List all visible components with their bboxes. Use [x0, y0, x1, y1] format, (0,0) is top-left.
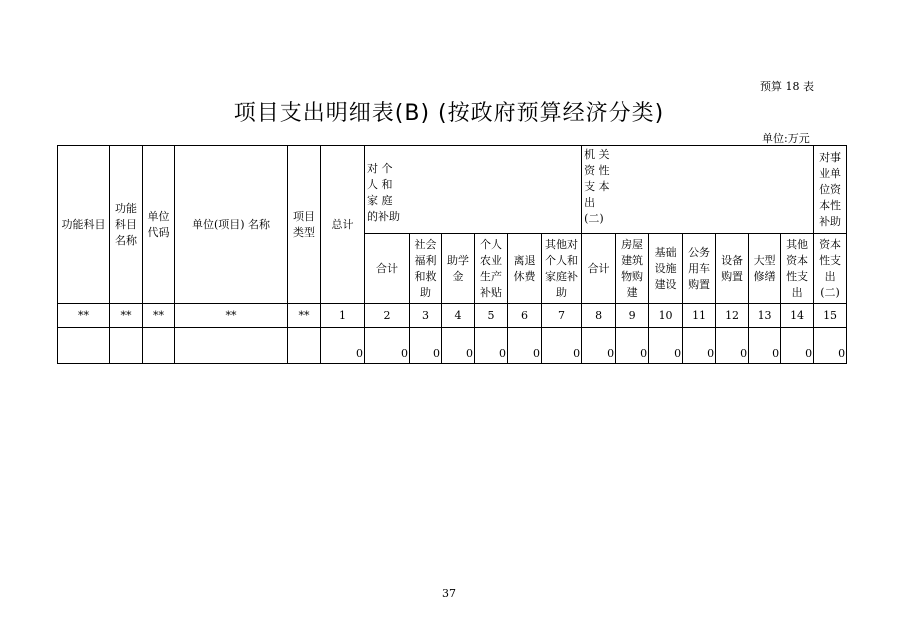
code-cell: 12 [716, 304, 749, 328]
header-func-subject: 功能科目 [58, 146, 110, 304]
code-cell: 8 [582, 304, 616, 328]
header-group-personal-text: 对 个 人 和 家 庭 的补助 [367, 162, 400, 223]
data-cell [143, 328, 175, 364]
code-row [58, 304, 847, 328]
header-func-subject-name: 功能科目名称 [110, 146, 143, 304]
header-group-personal [365, 146, 582, 234]
header-sub-11: 大型修缮 [749, 234, 781, 304]
data-cell: 0 [475, 328, 508, 364]
header-sub-6: 合计 [582, 234, 616, 304]
data-cell: 0 [582, 328, 616, 364]
form-number: 预算 18 表 [760, 80, 814, 93]
code-cell: 3 [410, 304, 442, 328]
code-cell: 11 [683, 304, 716, 328]
header-sub-10: 设备购置 [716, 234, 749, 304]
data-cell: 0 [508, 328, 542, 364]
header-row-top [58, 146, 847, 234]
code-cell: 14 [781, 304, 814, 328]
data-cell: 0 [616, 328, 649, 364]
header-sub-8: 基础设施建设 [649, 234, 683, 304]
data-cell: 0 [649, 328, 683, 364]
data-cell: 0 [749, 328, 781, 364]
data-cell: 0 [781, 328, 814, 364]
data-cell: 0 [442, 328, 475, 364]
code-cell: ** [143, 304, 175, 328]
header-group-capital-text: 机 关 资 性 支 本 出(二) [584, 148, 610, 225]
header-sub-1: 社会福利和救助 [410, 234, 442, 304]
code-cell: 5 [475, 304, 508, 328]
code-cell: 13 [749, 304, 781, 328]
header-sub-3: 个人农业生产补贴 [475, 234, 508, 304]
header-group-enterprise: 对事业单位资本性补助 [814, 146, 847, 234]
header-sub-0: 合计 [365, 234, 410, 304]
code-cell: ** [58, 304, 110, 328]
data-cell: 0 [410, 328, 442, 364]
data-cell [58, 328, 110, 364]
expenditure-table [57, 145, 847, 364]
code-cell: 15 [814, 304, 847, 328]
header-unit-code: 单位代码 [143, 146, 175, 304]
data-cell [175, 328, 288, 364]
data-cell: 0 [365, 328, 410, 364]
header-sub-12: 其他资本性支出 [781, 234, 814, 304]
header-sub-7: 房屋建筑物购建 [616, 234, 649, 304]
data-cell: 0 [683, 328, 716, 364]
code-cell: ** [175, 304, 288, 328]
unit-label: 单位:万元 [762, 132, 810, 145]
page-title: 项目支出明细表(B) (按政府预算经济分类) [233, 101, 665, 126]
header-total: 总计 [321, 146, 365, 304]
code-cell: ** [110, 304, 143, 328]
code-cell: 2 [365, 304, 410, 328]
code-cell: 9 [616, 304, 649, 328]
code-cell: 10 [649, 304, 683, 328]
header-unit-name: 单位(项目) 名称 [175, 146, 288, 304]
code-cell: 7 [542, 304, 582, 328]
data-cell [288, 328, 321, 364]
data-cell [110, 328, 143, 364]
data-cell: 0 [321, 328, 365, 364]
header-sub-9: 公务用车购置 [683, 234, 716, 304]
data-cell: 0 [814, 328, 847, 364]
code-cell: ** [288, 304, 321, 328]
header-project-type: 项目类型 [288, 146, 321, 304]
data-cell: 0 [716, 328, 749, 364]
data-row [58, 328, 847, 364]
header-sub-2: 助学金 [442, 234, 475, 304]
header-sub-4: 离退休费 [508, 234, 542, 304]
data-cell: 0 [542, 328, 582, 364]
code-cell: 4 [442, 304, 475, 328]
code-cell: 1 [321, 304, 365, 328]
page-number: 37 [442, 587, 456, 600]
code-cell: 6 [508, 304, 542, 328]
header-sub-13: 资本性支出(二) [814, 234, 847, 304]
header-sub-5: 其他对个人和家庭补助 [542, 234, 582, 304]
header-group-capital [582, 146, 814, 234]
